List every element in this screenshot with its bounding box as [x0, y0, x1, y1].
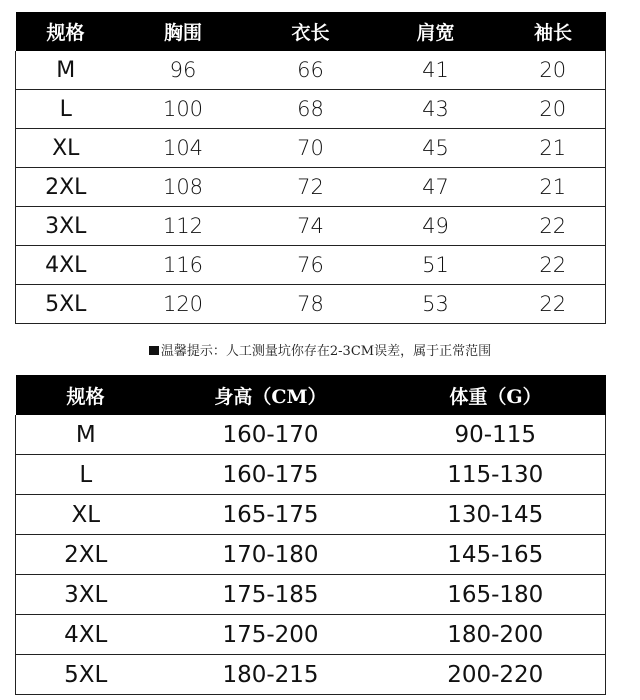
sleeve-cell: 21 — [501, 129, 606, 168]
header-shoulder: 肩宽 — [371, 12, 501, 51]
size-cell: L — [16, 90, 116, 129]
table-row — [16, 455, 606, 495]
header-sleeve: 袖长 — [501, 12, 606, 51]
table-row — [16, 246, 606, 285]
length-cell: 78 — [251, 285, 371, 324]
size-chart-table — [15, 12, 606, 324]
size-cell: 2XL — [16, 535, 156, 575]
shoulder-cell: 49 — [371, 207, 501, 246]
header-weight: 体重（G） — [386, 375, 606, 415]
table-row — [16, 207, 606, 246]
table-row — [16, 575, 606, 615]
size-cell: 5XL — [16, 285, 116, 324]
table-row — [16, 415, 606, 455]
length-cell: 74 — [251, 207, 371, 246]
chest-cell: 112 — [116, 207, 251, 246]
height-cell: 175-185 — [156, 575, 386, 615]
size-cell: L — [16, 455, 156, 495]
header-size: 规格 — [16, 12, 116, 51]
measurement-note — [0, 340, 640, 359]
chest-cell: 96 — [116, 51, 251, 90]
chest-cell: 108 — [116, 168, 251, 207]
height-cell: 175-200 — [156, 615, 386, 655]
weight-cell: 180-200 — [386, 615, 606, 655]
weight-cell: 90-115 — [386, 415, 606, 455]
table-row — [16, 535, 606, 575]
fit-chart-header-row — [16, 375, 606, 415]
chest-cell: 116 — [116, 246, 251, 285]
shoulder-cell: 43 — [371, 90, 501, 129]
shoulder-cell: 45 — [371, 129, 501, 168]
measurement-note-text: 温馨提示：人工测量坑你存在2-3CM误差，属于正常范围 — [160, 344, 492, 359]
size-cell: XL — [16, 129, 116, 168]
height-cell: 180-215 — [156, 655, 386, 695]
weight-cell: 115-130 — [386, 455, 606, 495]
size-cell: M — [16, 51, 116, 90]
square-bullet-icon — [149, 346, 159, 355]
sleeve-cell: 20 — [501, 51, 606, 90]
shoulder-cell: 47 — [371, 168, 501, 207]
weight-cell: 145-165 — [386, 535, 606, 575]
size-chart-header-row — [16, 12, 606, 51]
shoulder-cell: 41 — [371, 51, 501, 90]
height-cell: 160-170 — [156, 415, 386, 455]
size-cell: XL — [16, 495, 156, 535]
size-cell: 2XL — [16, 168, 116, 207]
shoulder-cell: 53 — [371, 285, 501, 324]
weight-cell: 200-220 — [386, 655, 606, 695]
sleeve-cell: 21 — [501, 168, 606, 207]
length-cell: 72 — [251, 168, 371, 207]
size-cell: 5XL — [16, 655, 156, 695]
table-row — [16, 90, 606, 129]
size-cell: 4XL — [16, 246, 116, 285]
table-row — [16, 615, 606, 655]
height-cell: 170-180 — [156, 535, 386, 575]
weight-cell: 165-180 — [386, 575, 606, 615]
table-row — [16, 285, 606, 324]
size-cell: 3XL — [16, 575, 156, 615]
height-cell: 160-175 — [156, 455, 386, 495]
fit-chart-table — [15, 375, 606, 695]
height-cell: 165-175 — [156, 495, 386, 535]
table-row — [16, 168, 606, 207]
table-row — [16, 655, 606, 695]
sleeve-cell: 22 — [501, 285, 606, 324]
header-chest: 胸围 — [116, 12, 251, 51]
sleeve-cell: 22 — [501, 207, 606, 246]
sleeve-cell: 20 — [501, 90, 606, 129]
table-row — [16, 129, 606, 168]
weight-cell: 130-145 — [386, 495, 606, 535]
table-row — [16, 51, 606, 90]
size-cell: 3XL — [16, 207, 116, 246]
shoulder-cell: 51 — [371, 246, 501, 285]
length-cell: 76 — [251, 246, 371, 285]
length-cell: 70 — [251, 129, 371, 168]
length-cell: 68 — [251, 90, 371, 129]
size-cell: M — [16, 415, 156, 455]
length-cell: 66 — [251, 51, 371, 90]
sleeve-cell: 22 — [501, 246, 606, 285]
header-length: 衣长 — [251, 12, 371, 51]
size-cell: 4XL — [16, 615, 156, 655]
chest-cell: 104 — [116, 129, 251, 168]
chest-cell: 120 — [116, 285, 251, 324]
table-row — [16, 495, 606, 535]
header-size: 规格 — [16, 375, 156, 415]
header-height: 身高（CM） — [156, 375, 386, 415]
chest-cell: 100 — [116, 90, 251, 129]
